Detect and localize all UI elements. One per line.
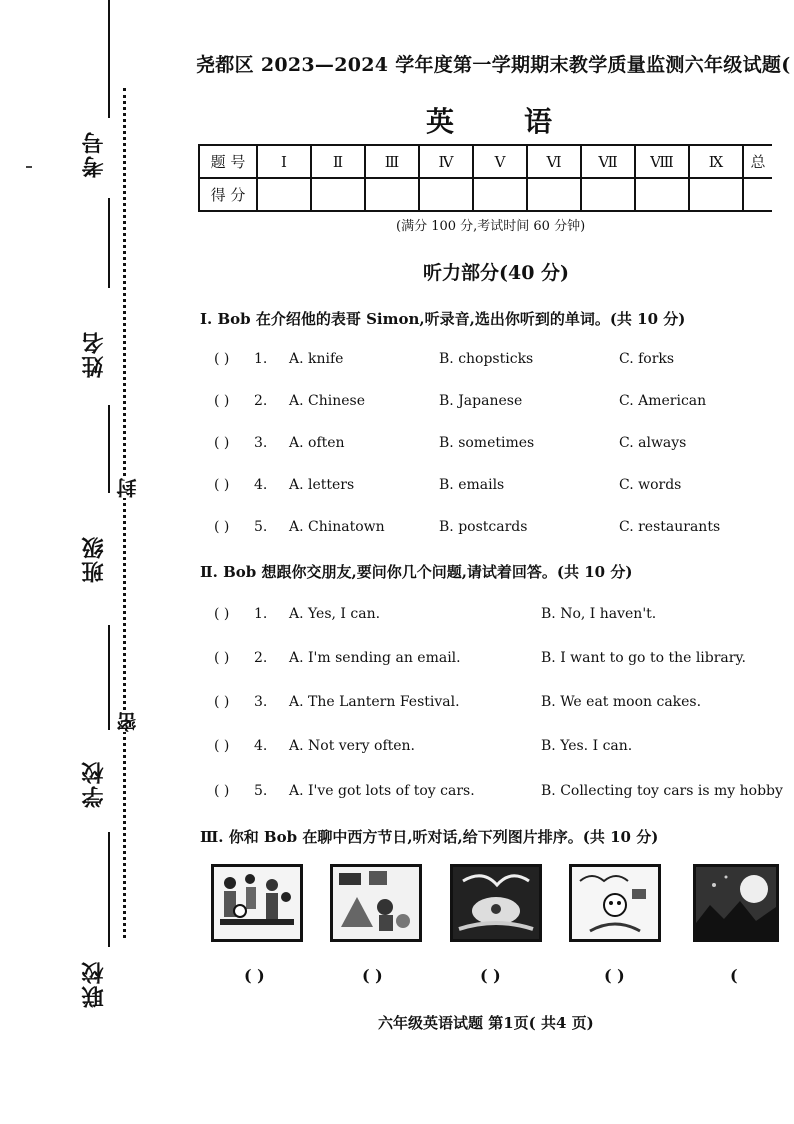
option-a: A. The Lantern Festival. [289, 694, 460, 710]
option-c: C. always [619, 435, 687, 451]
seal-char-feng: 封 [113, 478, 142, 498]
seal-dotted-line [123, 88, 126, 938]
score-col-header: Ⅸ [689, 145, 743, 178]
subject-title: 英语 [426, 105, 623, 138]
option-b: B. I want to go to the library. [541, 650, 746, 666]
part1-question [214, 477, 784, 499]
option-b: B. Collecting toy cars is my hobby [541, 783, 783, 799]
part1-question [214, 351, 784, 373]
part3-heading: Ⅲ. 你和 Bob 在聊中西方节日,听对话,给下列图片排序。(共 10 分) [200, 828, 659, 846]
question-number: 5. [254, 783, 268, 799]
part1-question [214, 435, 784, 457]
score-cell[interactable] [743, 178, 772, 211]
question-number: 1. [254, 351, 268, 367]
part2-question [214, 738, 784, 760]
margin-mark [26, 166, 32, 168]
picture-answer-blank[interactable]: ( [730, 966, 738, 985]
score-col-header: Ⅱ [311, 145, 365, 178]
score-col-header: Ⅷ [635, 145, 689, 178]
option-a: A. knife [289, 351, 344, 367]
option-c: C. forks [619, 351, 675, 367]
question-number: 3. [254, 694, 268, 710]
score-table-row-question [199, 145, 772, 178]
score-cell[interactable] [419, 178, 473, 211]
score-cell[interactable] [527, 178, 581, 211]
part1-heading: Ⅰ. Bob 在介绍他的表哥 Simon,听录音,选出你听到的单词。(共 10 分) [200, 310, 686, 328]
score-table-head: 得 分 [199, 178, 257, 211]
question-number: 2. [254, 650, 268, 666]
option-a: A. Not very often. [289, 738, 415, 754]
answer-blank[interactable]: ( ) [214, 519, 230, 535]
part1-question [214, 393, 784, 415]
option-b: B. chopsticks [439, 351, 534, 367]
question-number: 2. [254, 393, 268, 409]
class-label: 班级 [81, 535, 107, 583]
score-cell[interactable] [635, 178, 689, 211]
picture-answer-blank[interactable]: ( ) [480, 966, 501, 985]
score-col-header: 总 [743, 145, 772, 178]
festival-picture-family [211, 864, 303, 942]
margin-line [108, 625, 110, 730]
festival-picture-lanterns [330, 864, 422, 942]
option-a: A. Yes, I can. [289, 606, 381, 622]
score-col-header: Ⅲ [365, 145, 419, 178]
score-col-header: Ⅴ [473, 145, 527, 178]
picture-answer-blank[interactable]: ( ) [604, 966, 625, 985]
answer-blank[interactable]: ( ) [214, 606, 230, 622]
answer-blank[interactable]: ( ) [214, 351, 230, 367]
answer-blank[interactable]: ( ) [214, 783, 230, 799]
option-a: A. I've got lots of toy cars. [289, 783, 475, 799]
score-table [198, 144, 772, 212]
margin-line [108, 0, 110, 118]
question-number: 5. [254, 519, 268, 535]
option-b: B. No, I haven't. [541, 606, 657, 622]
score-cell[interactable] [257, 178, 311, 211]
option-c: C. restaurants [619, 519, 721, 535]
score-cell[interactable] [581, 178, 635, 211]
festival-picture-dragon-boat [450, 864, 542, 942]
score-col-header: Ⅰ [257, 145, 311, 178]
answer-blank[interactable]: ( ) [214, 738, 230, 754]
score-cell[interactable] [311, 178, 365, 211]
option-a: A. I'm sending an email. [289, 650, 461, 666]
score-col-header: Ⅶ [581, 145, 635, 178]
question-number: 4. [254, 738, 268, 754]
score-col-header: Ⅵ [527, 145, 581, 178]
listening-section-title: 听力部分(40 分) [423, 262, 570, 284]
answer-blank[interactable]: ( ) [214, 477, 230, 493]
part1-question [214, 519, 784, 541]
answer-blank[interactable]: ( ) [214, 650, 230, 666]
part2-question [214, 650, 784, 672]
option-b: B. emails [439, 477, 505, 493]
margin-line [108, 198, 110, 288]
score-cell[interactable] [689, 178, 743, 211]
option-b: B. postcards [439, 519, 528, 535]
exam-number-label: 考号 [81, 130, 107, 178]
picture-answer-blank[interactable]: ( ) [362, 966, 383, 985]
score-table-row-score [199, 178, 772, 211]
option-c: C. American [619, 393, 707, 409]
score-cell[interactable] [473, 178, 527, 211]
answer-blank[interactable]: ( ) [214, 694, 230, 710]
option-a: A. Chinatown [289, 519, 385, 535]
exam-note: (满分 100 分,考试时间 60 分钟) [396, 219, 586, 234]
part2-heading: Ⅱ. Bob 想跟你交朋友,要问你几个问题,请试着回答。(共 10 分) [200, 563, 633, 581]
binding-margin [0, 0, 150, 1124]
question-number: 1. [254, 606, 268, 622]
school-label: 学校 [81, 760, 107, 808]
festival-pictures [0, 864, 794, 944]
option-b: B. Yes. I can. [541, 738, 633, 754]
page-footer: 六年级英语试题 第1页( 共4 页) [378, 1014, 594, 1032]
option-a: A. Chinese [289, 393, 365, 409]
option-b: B. Japanese [439, 393, 523, 409]
picture-answer-blank[interactable]: ( ) [244, 966, 265, 985]
question-number: 3. [254, 435, 268, 451]
part2-question [214, 606, 784, 628]
score-table-head: 题 号 [199, 145, 257, 178]
seal-char-mi: 密 [113, 712, 142, 732]
part2-question [214, 783, 784, 805]
option-c: C. words [619, 477, 682, 493]
margin-line [108, 405, 110, 493]
answer-blank[interactable]: ( ) [214, 393, 230, 409]
score-col-header: Ⅳ [419, 145, 473, 178]
option-a: A. often [289, 435, 345, 451]
exam-title: 尧都区 2023—2024 学年度第一学期期末教学质量监测六年级试题( [196, 54, 791, 76]
part2-question [214, 694, 784, 716]
festival-picture-night-moon [693, 864, 779, 942]
score-cell[interactable] [365, 178, 419, 211]
union-school-label: 联校 [81, 960, 107, 1008]
option-b: B. sometimes [439, 435, 535, 451]
name-label: 姓名 [81, 330, 107, 378]
option-a: A. letters [289, 477, 355, 493]
festival-picture-thanksgiving-card [569, 864, 661, 942]
answer-blank[interactable]: ( ) [214, 435, 230, 451]
option-b: B. We eat moon cakes. [541, 694, 702, 710]
question-number: 4. [254, 477, 268, 493]
